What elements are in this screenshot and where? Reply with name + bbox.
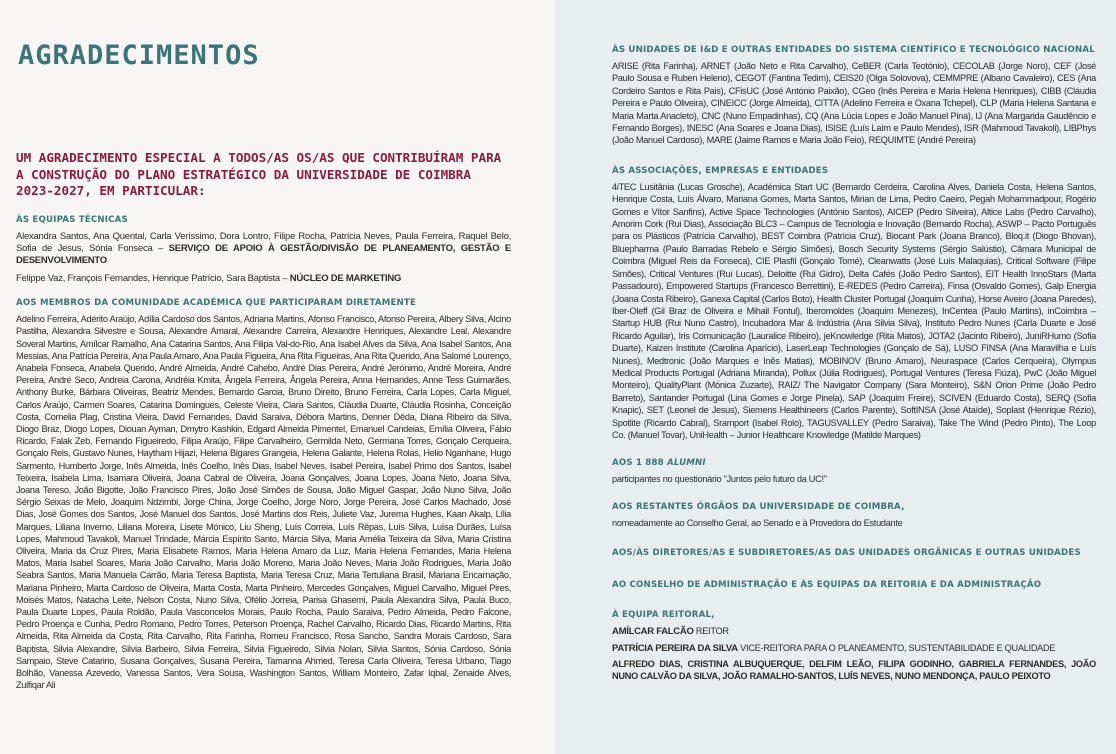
units-section [612,44,1096,147]
members-heading: AOS MEMBROS DA COMUNIDADE ACADÉMICA QUE PARTICIPARAM DIRETAMENTE [16,298,417,309]
tech-team-1-unit: SERVIÇO DE APOIO À GESTÃO/DIVISÃO DE PLANEAMENTO, GESTÃO E DESENVOLVIMENTO [16,242,511,267]
tech-team-1-names: Alexandra Santos, Ana Quental, Carla Veríssimo, Dora Lontro, Filipe Rocha, Patrícia Neves, Paula Ferreira, Raquel Belo, Sofia de Jesus, Sónia Fonseca – [16,230,511,254]
vice-role: VICE-REITORA PARA O PLANEAMENTO, SUSTENTABILIDADE E QUALIDADE [737,642,1056,653]
organs-section [612,501,1096,529]
units-heading: ÀS UNIDADES DE I&D E OUTRAS ENTIDADES DO SISTEMA CIENTÍFICO E TECNOLÓGICO NACIONAL [612,45,1095,55]
alumni-text: participantes no questionário "Juntos pelo futuro da UC!" [612,474,827,485]
tech-team-2-names: Felippe Vaz, François Fernandes, Henrique Patrício, Sara Baptista – [16,272,290,284]
directors-heading: AOS/ÀS DIRETORES/AS E SUBDIRETORES/AS DAS UNIDADES ORGÂNICAS E OUTRAS UNIDADES [612,548,1081,559]
members-section [16,297,511,691]
associations-heading: ÀS ASSOCIAÇÕES, EMPRESAS E ENTIDADES [612,165,829,176]
tech-team-2-unit: NÚCLEO DE MARKETING [289,272,402,284]
vice-name: PATRÍCIA PEREIRA DA SILVA [612,642,738,654]
units-list: ARISE (Rita Farinha), ARNET (João Neto e Rita Carvalho), CeBER (Carla Teotónio), CECOLAB (Jorge Noro), CEF (José Paulo Sousa e Ruben Heleno), CEGOT (Fantina Tedim), CEIS20 (Olga Solovova), CEMMPRE (Albano Cavaleiro), CES (Ana Cordeiro Santos e Rita Pais), CFisUC (José António Paixão), CGeo (Inês Pereira e Maria Helena Henriques), CIBB (Cláudia Pereira e Paulo Oliveira), CINEICC (Jorge Almeida), CITTA (Adelino Ferreira e Oxana Tchepel), CLP (Maria Helena Santana e Maria Marta Anacleto), CNC (Nuno Empadinhas), CQ (Ana Lúcia Lopes e João Manuel Pina), IJ (Ana Margarida Gaudêncio e Fernando Borges), INESC (Ana Soares e Joana Dias), ISISE (Luís Laím e Paulo Mendes), ISR (Mahmoud Tavakoli), LIBPhys (João Manuel Cardoso), MARE (Jaime Ramos e Maria João Feio), REQUIMTE (André Pereira) [612,61,1096,146]
alumni-section [612,457,1096,485]
organs-text: nomeadamente ao Conselho Geral, ao Senado e à Provedora do Estudante [612,517,903,528]
associations-section [612,165,1096,442]
intro-statement: UM AGRADECIMENTO ESPECIAL A TODOS/AS OS/AS QUE CONTRIBUÍRAM PARA A CONSTRUÇÃO DO PLANO ESTRATÉGICO DA UNIVERSIDADE DE COIMBRA 2023-2027, EM PARTICULAR: [16,150,502,198]
left-page [0,0,555,754]
tech-team-2 [16,273,511,285]
alumni-heading-prefix: AOS 1 888 [612,458,668,469]
reitoral-team-names: ALFREDO DIAS, CRISTINA ALBUQUERQUE, DELFIM LEÃO, FILIPA GODINHO, GABRIELA FERNANDES, JOÃO NUNO CALVÃO DA SILVA, JOÃO RAMALHO-SANTOS, LUÍS NEVES, NUNO MENDONÇA, PAULO PEIXOTO [612,659,1096,682]
reitoral-section [612,609,1096,683]
reitoral-heading: À EQUIPA REITORAL, [612,610,715,621]
right-page [555,0,1116,754]
directors-section [612,547,1096,559]
alumni-heading-em: ALUMNI [667,458,706,469]
reitor-line [612,625,1096,638]
tech-teams-heading: ÀS EQUIPAS TÉCNICAS [16,214,128,225]
reitor-role: REITOR [693,626,729,637]
tech-team-1 [16,231,511,268]
tech-teams-section [16,214,511,286]
alumni-heading [612,457,1096,469]
members-list: Adelino Ferreira, Adérito Araújo, Adília Cardoso dos Santos, Adriana Martins, Afonso Francisco, Afonso Pereira, Albery Silva, Alcino Pastilha, Alexandra Silvestre e Sousa, Alexandre Amaral, Alexandre Carreira, Alexandre Henriques, Alexandre Leal, Alexandre Soveral Martins, Amílcar Ramalho, Ana Catarina Santos, Ana Filipa Val-do-Rio, Ana Isabel Alves da Silva, Ana Isabel Santos, Ana Messias, Ana Patrícia Pereira, Ana Paula Amaro, Ana Paula Figueira, Ana Rita Figueiras, Ana Rita Querido, Ana Salomé Lourenço, Anabela Fonseca, Anabela Querido, André Almeida, André Cahebo, André Dias Pereira, André Jerónimo, André Moreira, André Pereira, André Seco, Andreia Carona, Andréia Kmita, Ângela Ferreira, Ângela Pereira, Anna Hernandes, Anne Tess Guimarães, Anthony Burke, Bárbara Oliveiras, Beatriz Mendes, Bernardo Garcia, Bruno Direito, Bruno Ferreira, Carla Lopes, Carla Miguel, Carlos Araújo, Carmen Soares, Catarina Domingues, Celeste Vieira, Clara Santos, Cláudia Duarte, Cláudia Rosinha, Conceição Costa, Cornelia Plag, Cristina Vieira, David Fernandes, David Saraiva, Débora Martins, Denner Déda, Diana Ribeiro da Silva, Diogo Braz, Diogo Lopes, Diouan Ayman, Dmytro Kashkin, Edgard Almeida Pimentel, Emanuel Candeias, Emília Oliveira, Fábio Ricardo, Falak Zeb, Fernando Figueiredo, Filipa Araújo, Filipe Carvalheiro, Germilda Neto, Germana Torres, Gonçalo Cerqueira, Gonçalo Reis, Gustavo Nunes, Haytham Hijazi, Helena Bigares Grangeia, Helena Galante, Helena Rolas, Helio Nganhane, Hugo Sarmento, Humberto Jorge, Inês Almeida, Inês Coelho, Inês Dias, Isabel Neves, Isabel Pereira, Isabel Primo dos Santos, Isabel Teixeira, Isabela Lima, Isamara Oliveira, Joana Cabral de Oliveira, Joana Gonçalves, Joana Lopes, Joana Neto, Joana Silva, Joana Tereso, João Bigotte, João Francisco Pires, João José Simões de Sousa, João Miguel Gaspar, João Nuno Silva, João Sérgio Seixas de Melo, Joaquim Ndzimbi, Jorge China, Jorge Coelho, Jorge Noro, Jorge Pereira, José Carlos Machado, José Dias, José Gomes dos Santos, José Manuel dos Santos, José Martins dos Reis, Juliete Vaz, Jurema Hughes, Kaan Akalp, Lília Marques, Liliana Inverno, Liliana Moreira, Lisete Mónico, Liu Sheng, Luís Correia, Luís Rêpas, Luís Silva, Luísa Durães, Luísa Lopes, Mahmoud Tavakoli, Manuel Trindade, Márcia Espírito Santo, Márcia Silva, Maria Amélia Teixeira da Silva, Maria Cristina Oliveira, Maria da Cruz Pires, Maria Elisabete Ramos, Maria Helena Amaro da Luz, Maria Helena Fernandes, Maria Helena Matos, Maria Isabel Soares, Maria João Carvalho, Maria João Moreno, Maria João Neves, Maria João Rodrigues, Maria João Seabra Santos, Maria Manuela Carrão, Maria Teresa Baptista, Maria Teresa Cruz, Maria Tertuliana Brasil, Mariana Encarnação, Mariana Pinheiro, Marta Cardoso de Oliveira, Marta Costa, Marta Pinheiro, Mercedes Gonçalves, Miguel Carvalho, Miguel Pires, Moisés Matos, Natacha Leite, Nelson Costa, Nuno Silva, Ofélio Jorreia, Parisa Ghasemi, Paula Alexandra Silva, Paula Buco, Paula Duarte Lopes, Paula Roldão, Paula Vasconcelos Morais, Paulo Rocha, Paulo Saraiva, Pedro Almeida, Pedro Falcone, Pedro Proença e Cunha, Pedro Romano, Pedro Torres, Peterson Proença, Rachel Carvalho, Ricardo Dias, Ricardo Martins, Rita Almeida, Rita Almeida da Costa, Rita Carvalho, Rita Farinha, Romeu Francisco, Rosa Sancho, Sandra Morais Cardoso, Sara Baptista, Silvia Alexandre, Silvia Barbeiro, Silvia Ferreira, Silvia Figueiredo, Silvia Nolan, Silvia Santos, Sónia Cardoso, Sónia Sampaio, Steve Catarino, Susana Gonçalves, Susana Pereira, Tamanna Ahmed, Teresa Carla Oliveira, Teresa Urbano, Tiago Bolhão, Vanessa Azevedo, Vanessa Santos, Vera Sousa, Washington Santos, William Monteiro, Zafar Iqbal, Zenaide Alves, Zulfiqar Ali [16,314,511,691]
council-section [612,579,1096,591]
council-heading: AO CONSELHO DE ADMINISTRAÇÃO E ÀS EQUIPAS DA REITORIA E DA ADMINISTRAÇÃO [612,580,1042,591]
vice-line [612,642,1096,655]
organs-heading: AOS RESTANTES ÓRGÃOS DA UNIVERSIDADE DE COIMBRA, [612,501,905,512]
page-title: AGRADECIMENTOS [18,40,260,71]
reitor-name: AMÍLCAR FALCÃO [612,626,694,638]
associations-list: 4iTEC Lusitânia (Lucas Grosche), Académica Start UC (Bernardo Cerdeira, Carolina Alves, Daniela Costa, Helena Santos, Henrique Costa, Luís Álvaro, Mariana Gomes, Marta Santos, Mirian de Lima, Pedro Caeiro, Pegah Mohammadpour, Rogério Gomes e Vítor Sanfins), Active Space Technologies (António Santos), AICEP (Pedro Silveira), Altice Labs (Pedro Carvalho), Amorim Cork (Rui Dias), Associação BLC3 – Campus de Tecnologia e Inovação (Bernardo Rocha), ASWP – Pacto Português para os Plásticos (Patrícia Carvalho), BEST Coimbra (Patrícia Cruz), Biocant Park (Joana Branco), Bloq.it (Diogo Bhovan), Bluepharma (Paulo Barradas Rebelo e Sérgio Simões), Bosch Security Systems (Sérgio Salústio), Câmara Municipal de Coimbra (Miguel Reis da Fonseca), CIE Plasfil (Gonçalo Tomé), Cleanwatts (José Luís Malaquias), Critical Software (Filipe Simões), Critical Ventures (Rui Lucas), Deloitte (Rui Gidro), Delta Cafés (João Pedro Santos), EIT Health InnoStars (Marta Passadouro), Empowered Startups (Francesco Berrettini), E-REDES (Pedro Carreira), Finsa (Osvaldo Gomes), Galp Energia (Joana Costa Ribeiro), Ganexa Capital (Carlos Boto), Health Cluster Portugal (Joaquim Cunha), Horse Aveiro (Joana Paredes), Iber-Oleff (Gil Braz de Oliveira e Mihail Fontul), Iberomoldes (Joaquim Menezes), InCentea (Paulo Martins), inCoimbra – Startup HUB (Rui Nuno Castro), Incubadora Mar & Indústria (Ana Silvia Silva), Instituto Pedro Nunes (Carla Duarte e José Ricardo Aguilar), Iris Comunicação (Lauralice Ribeiro), jeKnowledge (Rita Matos), JOTA2 (Jacinto Ribeiro), JuniRHumo (Sofia Duarte), Kaizen Institute (Carolina Aparício), LaserLeap Technologies (Gonçalo de Sá), LUSO FINSA (Ana Maravilha e Luís Nunes), Medtronic (João Marques e Inês Matias), MOBINOV (Bruno Amaro), Neuraspace (Carlos Cerqueira), Olympus Medical Products Portugal (Adriana Miranda), Pollux (Júlia Rodrigues), Portugal Ventures (Teresa Fiúza), PwC (João Miguel Monteiro), QualityPlant (Mónica Zuzarte), RAIZ/ The Navigator Company (Sara Monteiro), S&N Orion Prime (João Pedro Barreto), Santander Portugal (Lina Gomes e Jorge Pinela), SAP (Joaquim Freire), SCIVEN (Eduardo Costa), SERQ (Sofia Knapic), SET (Leonel de Jesus), Siemens Healthineers (Carlos Parente), SoftINSA (José Ataíde), Soplast (Henrique Rézio), Spotlite (Ricardo Cabral), Sramport (Isabel Rolo), TAGUSVALLEY (Pedro Saraiva), Take The Wind (Pedro Pinto), The Loop Co. (Manuel Tovar), UniHealth – Junior Healthcare Knowledge (Matilde Marques) [612,181,1096,440]
